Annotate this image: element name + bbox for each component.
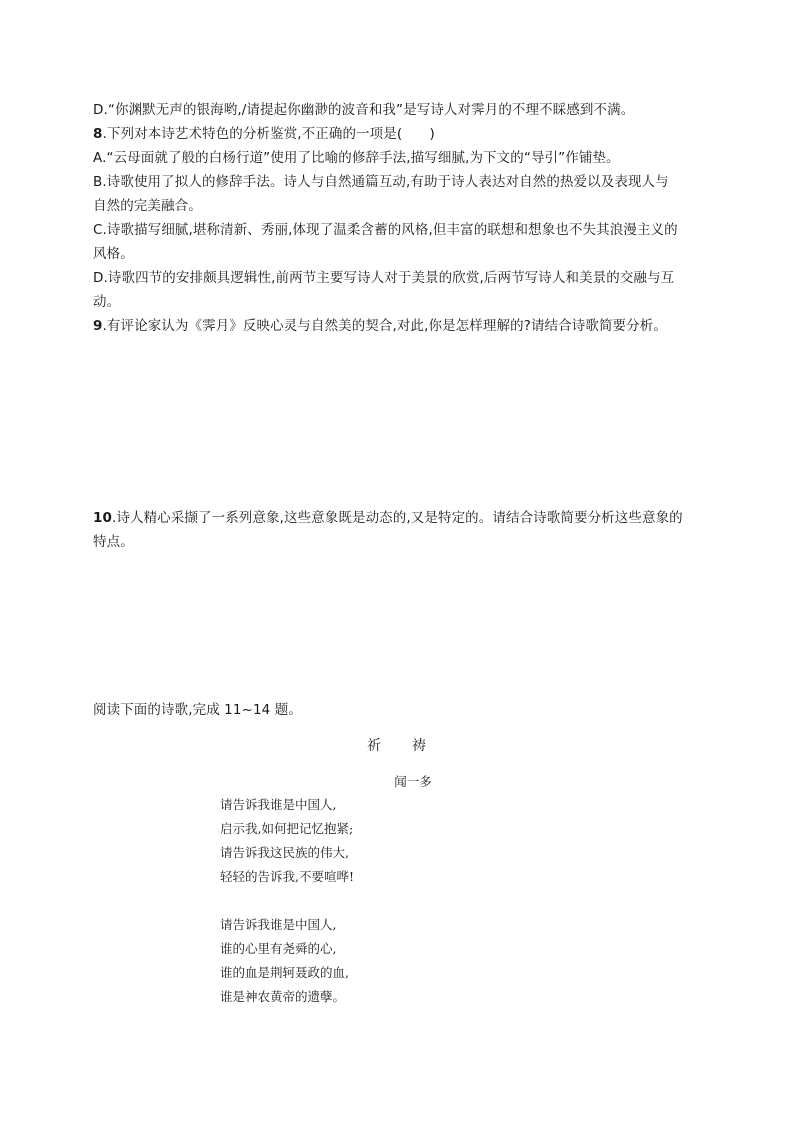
q10-number: 10 bbox=[93, 510, 112, 526]
q8-option-d-line2: 动。 bbox=[93, 294, 121, 310]
q8-number: 8 bbox=[93, 126, 103, 142]
q10-text: .诗人精心采撷了一系列意象,这些意象既是动态的,又是特定的。请结合诗歌简要分析这些意象的 bbox=[112, 510, 683, 526]
q9-text: .有评论家认为《霁月》反映心灵与自然美的契合,对此,你是怎样理解的?请结合诗歌简要分析。 bbox=[102, 318, 667, 334]
q10-question-line1 bbox=[93, 509, 683, 527]
poem-line: 谁的心里有尧舜的心, bbox=[220, 941, 337, 956]
q9-number: 9 bbox=[93, 318, 103, 334]
poem-line: 谁的血是荆轲聂政的血, bbox=[220, 965, 349, 980]
poem-line: 请告诉我谁是中国人, bbox=[220, 917, 337, 932]
poem-line: 请告诉我谁是中国人, bbox=[220, 797, 337, 812]
q8-option-d-line1: D.诗歌四节的安排颇具逻辑性,前两节主要写诗人对于美景的欣赏,后两节写诗人和美景的交融与互 bbox=[93, 270, 675, 286]
poem-line: 启示我,如何把记忆抱紧; bbox=[220, 821, 354, 836]
poem-line: 谁是神农黄帝的遗孽。 bbox=[220, 989, 346, 1004]
q10-question-line2: 特点。 bbox=[93, 534, 134, 550]
q8-option-b-line1: B.诗歌使用了拟人的修辞手法。诗人与自然通篇互动,有助于诗人表达对自然的热爱以及表现人与 bbox=[93, 174, 669, 190]
poem-line: 轻轻的告诉我,不要喧哗! bbox=[220, 869, 354, 884]
q8-stem-text: .下列对本诗艺术特色的分析鉴赏,不正确的一项是( ) bbox=[102, 126, 435, 142]
poem-line: 请告诉我这民族的伟大, bbox=[220, 845, 349, 860]
q8-option-a: A.“云母面就了般的白杨行道”使用了比喻的修辞手法,描写细腻,为下文的“导引”作铺垫。 bbox=[93, 150, 620, 166]
q8-option-b-line2: 自然的完美融合。 bbox=[93, 198, 202, 214]
poem-title: 祈 祷 bbox=[367, 738, 427, 754]
q8-option-c-line1: C.诗歌描写细腻,堪称清新、秀丽,体现了温柔含蓄的风格,但丰富的联想和想象也不失其浪漫主义的 bbox=[93, 222, 678, 238]
poem-author: 闻一多 bbox=[394, 774, 432, 789]
q9-question bbox=[93, 317, 667, 335]
q8-stem bbox=[93, 125, 435, 143]
q8-option-c-line2: 风格。 bbox=[93, 246, 134, 262]
reading-intro: 阅读下面的诗歌,完成 11~14 题。 bbox=[93, 702, 302, 718]
q7-option-d: D.“你渊默无声的银海哟,/请提起你幽渺的波音和我”是写诗人对霁月的不理不睬感到不满。 bbox=[93, 102, 635, 118]
